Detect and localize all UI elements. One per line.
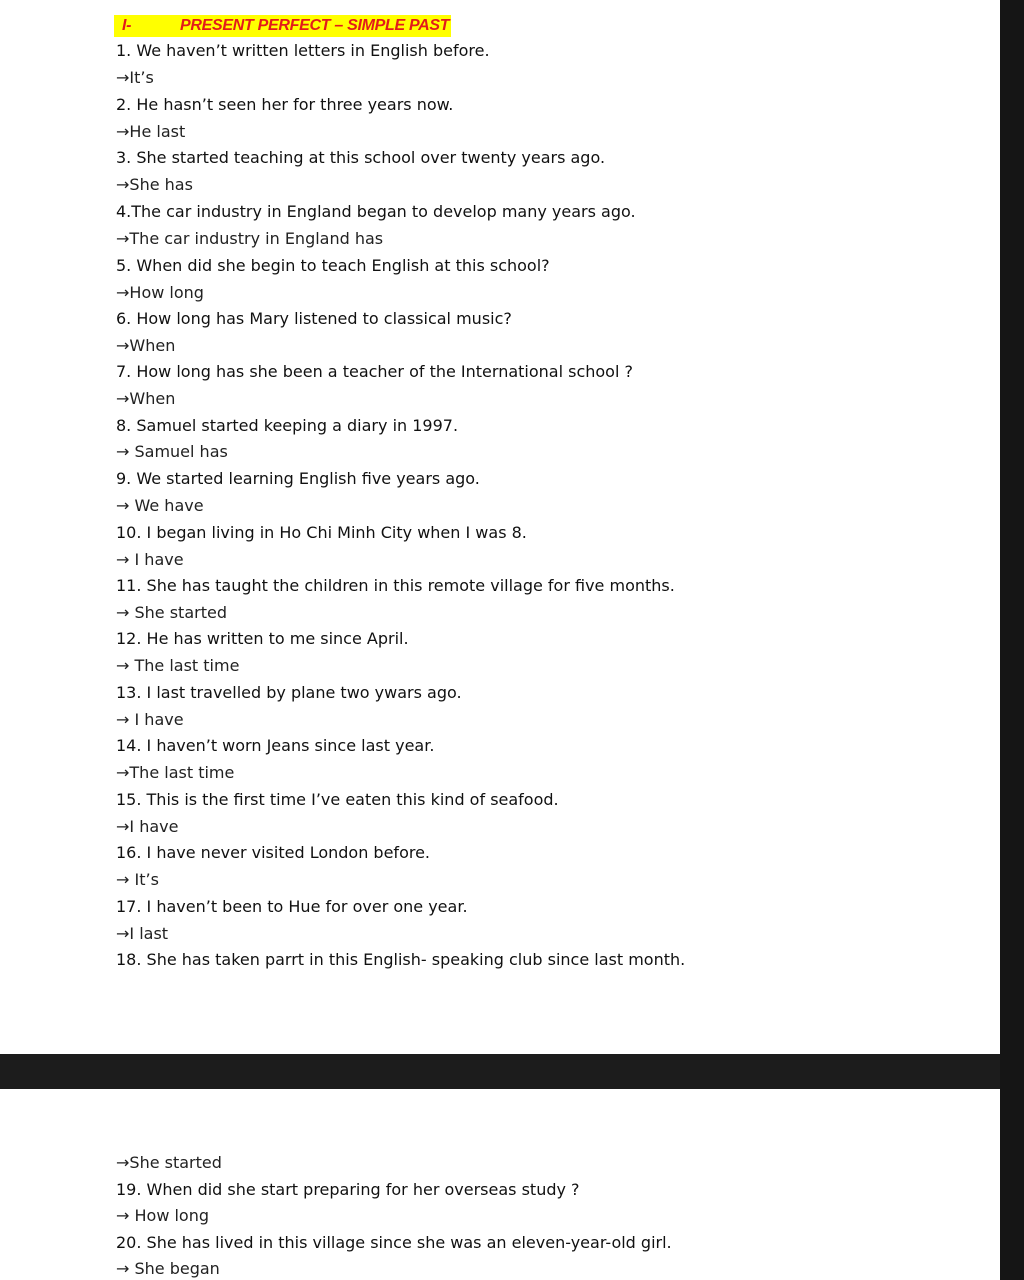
question-2: 2. He hasn’t seen her for three years now. <box>116 95 454 114</box>
question-3: 3. She started teaching at this school over twenty years ago. <box>116 148 606 167</box>
answer-prompt-18: →She started <box>116 1153 222 1172</box>
section-heading <box>114 15 451 37</box>
viewer-background-edge <box>1000 0 1024 1280</box>
question-14: 14. I haven’t worn Jeans since last year. <box>116 736 435 755</box>
document-page-2 <box>0 1089 1000 1280</box>
question-6: 6. How long has Mary listened to classical music? <box>116 309 512 328</box>
question-8: 8. Samuel started keeping a diary in 1997. <box>116 416 459 435</box>
section-number: I- <box>122 17 132 34</box>
question-12: 12. He has written to me since April. <box>116 629 409 648</box>
answer-prompt-9: → We have <box>116 496 204 515</box>
question-11: 11. She has taught the children in this remote village for five months. <box>116 576 675 595</box>
answer-prompt-16: → It’s <box>116 870 159 889</box>
answer-prompt-6: →When <box>116 336 176 355</box>
section-title: PRESENT PERFECT – SIMPLE PAST <box>180 17 450 34</box>
answer-prompt-15: →I have <box>116 817 179 836</box>
question-15: 15. This is the first time I’ve eaten this kind of seafood. <box>116 790 559 809</box>
question-16: 16. I have never visited London before. <box>116 843 431 862</box>
question-1: 1. We haven’t written letters in English before. <box>116 41 490 60</box>
answer-prompt-3: →She has <box>116 175 193 194</box>
answer-prompt-12: → The last time <box>116 656 240 675</box>
answer-prompt-17: →I last <box>116 924 169 943</box>
answer-prompt-13: → I have <box>116 710 184 729</box>
answer-prompt-1: →It’s <box>116 68 154 87</box>
question-10: 10. I began living in Ho Chi Minh City when I was 8. <box>116 523 527 542</box>
answer-prompt-10: → I have <box>116 550 184 569</box>
question-13: 13. I last travelled by plane two ywars ago. <box>116 683 462 702</box>
answer-prompt-11: → She started <box>116 603 227 622</box>
answer-prompt-2: →He last <box>116 122 186 141</box>
answer-prompt-19: → How long <box>116 1206 210 1225</box>
question-5: 5. When did she begin to teach English at this school? <box>116 256 550 275</box>
question-17: 17. I haven’t been to Hue for over one year. <box>116 897 468 916</box>
question-18: 18. She has taken parrt in this English- speaking club since last month. <box>116 950 686 969</box>
question-7: 7. How long has she been a teacher of the International school ? <box>116 362 633 381</box>
answer-prompt-14: →The last time <box>116 763 235 782</box>
question-9: 9. We started learning English five years ago. <box>116 469 480 488</box>
answer-prompt-20: → She began <box>116 1259 220 1278</box>
answer-prompt-8: → Samuel has <box>116 442 228 461</box>
answer-prompt-7: →When <box>116 389 176 408</box>
question-4: 4.The car industry in England began to develop many years ago. <box>116 202 636 221</box>
answer-prompt-5: →How long <box>116 283 204 302</box>
answer-prompt-4: →The car industry in England has <box>116 229 384 248</box>
question-20: 20. She has lived in this village since she was an eleven-year-old girl. <box>116 1233 672 1252</box>
question-19: 19. When did she start preparing for her overseas study ? <box>116 1180 580 1199</box>
